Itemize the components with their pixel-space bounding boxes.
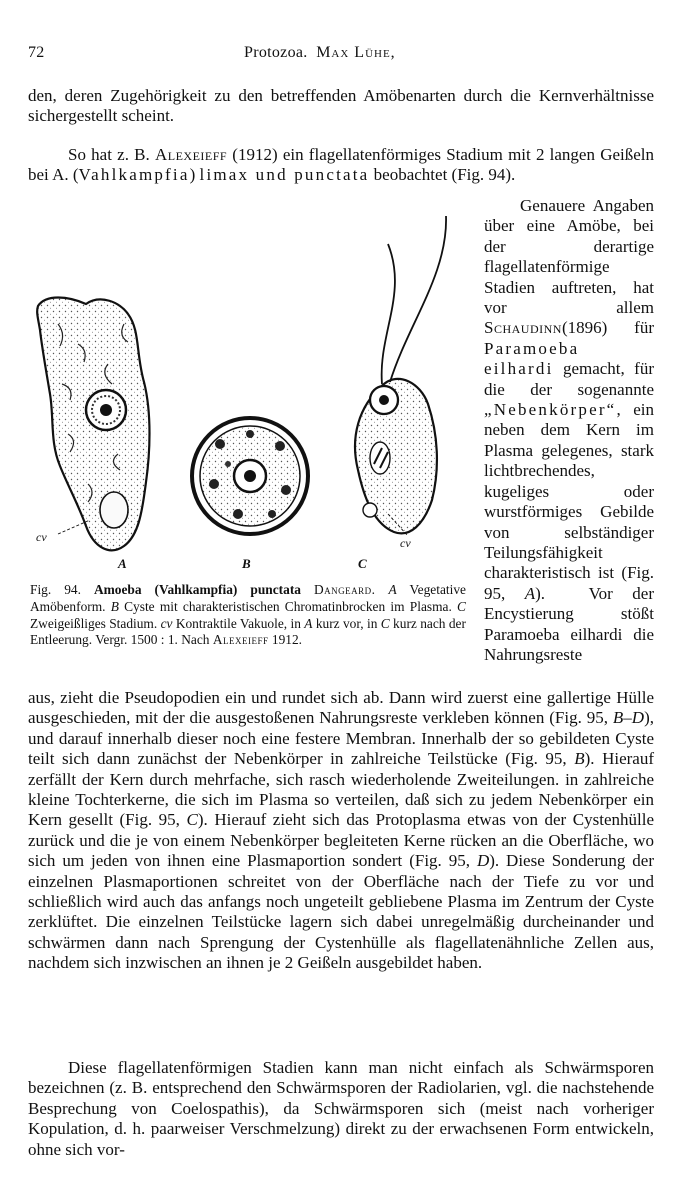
side-text-1: Genauere Angaben über eine Amöbe, bei der derartige flagellatenförmige Stadien auftreten, hat vor allem bbox=[484, 196, 654, 318]
flagellate-cell-c bbox=[355, 216, 446, 536]
p2-genus: Vahlkampfia bbox=[78, 165, 190, 185]
p3-ref-b: B bbox=[574, 749, 585, 769]
figure-label-b: B bbox=[242, 556, 251, 571]
running-title bbox=[244, 44, 396, 62]
p2-text-1: So hat z. B. bbox=[68, 145, 150, 164]
p3-text-4: ). Hierauf zieht sich das Protoplasma etwas von der Cystenhülle zurück und die je von einem Nebenkörper begleiteten Kerne rücken an die Oberfläche, wo sich um jeden von ihnen eine Plasmaportion sondert (Fig. 95, bbox=[28, 810, 655, 871]
caption-c-text: Zweigeißliges Stadium. bbox=[30, 615, 158, 631]
caption-ref-c: C bbox=[457, 598, 466, 614]
figure-caption bbox=[30, 582, 466, 649]
p3-text-3: ). Hierauf zerfällt der Kern durch mehrfache, sich rasch wiederholende Zweiteilungen. in zahlreiche kleine Tochterkerne, die sich im Plasma so verteilen, daß sich zu jedem Nebenkörper ein Kern gesellt (Fig. 95, bbox=[28, 749, 655, 830]
p3-ref-c: C bbox=[186, 810, 198, 830]
caption-source-author: Alexeieff bbox=[212, 632, 269, 648]
caption-cv-mid: kurz vor, in bbox=[315, 615, 378, 631]
caption-cv-end: kurz nach der Entleerung. Vergr. 1500 : 1. Nach bbox=[30, 615, 466, 648]
running-title-author: Max Lühe, bbox=[316, 44, 396, 61]
side-text-7: die Nahrungsreste bbox=[484, 624, 654, 664]
p2-text-3: ) bbox=[189, 165, 196, 185]
caption-cv: cv bbox=[160, 615, 173, 631]
caption-ref-b: B bbox=[110, 598, 119, 614]
paragraph-2 bbox=[28, 145, 654, 186]
side-text-5: ). bbox=[535, 583, 546, 603]
p2-species: limax und punctata bbox=[199, 165, 370, 185]
caption-title: Amoeba (Vahlkampfia) punctata bbox=[93, 582, 301, 597]
p2-text-2: (1912) ein flagellatenförmiges Stadium mit 2 langen Geißeln bei A. ( bbox=[28, 145, 655, 185]
side-species: Paramoeba eilhardi bbox=[484, 338, 580, 379]
side-ref-a: A bbox=[524, 583, 536, 603]
side-text-2: (1896) für bbox=[561, 318, 654, 338]
caption-ref-a: A bbox=[388, 582, 397, 597]
caption-cv-c: C bbox=[380, 615, 390, 631]
side-author: Schaudinn bbox=[484, 318, 562, 338]
caption-source-year: 1912. bbox=[271, 632, 303, 648]
caption-cv-a: A bbox=[304, 615, 313, 631]
paragraph-4: Diese flagellatenförmigen Stadien kann man nicht einfach als Schwärmsporen bezeichnen (z. B. entsprechend den Schwärmsporen der Radiolarien, vgl. die nachstehende Besprechung von Coelospathis), da Schwärmsporen sich (meist nach vorheriger Kopulation, d. h. paarweiser Verschmelzung) direkt zu der erwachsenen Form entwickeln, ohne sich vor- bbox=[28, 1058, 654, 1159]
figure-94 bbox=[28, 214, 468, 594]
caption-cv-text: Kontraktile Vakuole, in bbox=[175, 615, 301, 631]
caption-author: Dangeard. bbox=[313, 582, 376, 597]
running-title-prefix: Protozoa. bbox=[244, 44, 308, 61]
cyst-b bbox=[192, 418, 308, 534]
side-text-3: gemacht, für die der sogenannte bbox=[484, 359, 654, 399]
caption-a-text: Vegetative Amöbenform. bbox=[30, 582, 466, 614]
amoeba-cell-a bbox=[37, 298, 149, 551]
paragraph-1: den, deren Zugehörigkeit zu den betreffenden Amöbenarten durch die Kernverhältnisse sichergestellt scheint. bbox=[28, 86, 654, 126]
p3-text-2: ), und darauf innerhalb dieser noch eine festere Membran. Innerhalb der so gebildeten Cyste teilt sich dann zunächst der Nebenkörper in zahlreiche Teilstücke (Fig. 95, bbox=[28, 708, 655, 769]
p3-ref-d: D bbox=[476, 851, 490, 871]
side-text-6: Vor der Encystierung stößt bbox=[484, 583, 655, 624]
figure-label-c: C bbox=[358, 556, 367, 571]
p2-text-4: beobachtet (Fig. 94). bbox=[373, 165, 516, 185]
figure-label-a: A bbox=[118, 556, 127, 571]
cv-label-a: cv bbox=[36, 530, 47, 544]
page-number: 72 bbox=[28, 44, 45, 61]
cv-label-c: cv bbox=[400, 536, 411, 550]
p3-ref-b-d: B–D bbox=[612, 708, 645, 728]
p2-author: Alexeieff bbox=[154, 145, 228, 164]
side-column bbox=[484, 196, 654, 665]
side-text-4: , ein neben dem Kern im Plasma gelegenes, stark lichtbrechendes, kugeliges oder wurstförmiges Gebilde von selbständiger Teilungsfähigkeit charakteristisch ist (Fig. 95, bbox=[484, 400, 654, 603]
side-term-nebenkoerper: „Nebenkörper“ bbox=[484, 400, 617, 420]
p3-text-5: ). Diese Sonderung der einzelnen Plasmaportionen schreitet von der Oberfläche nach der Tiefe zu vor und schließlich wird auch das anfangs noch ungeteilt gebliebene Plasma im Zentrum der Cyste zerklüftet. Die einzelnen Teilstücke lagern sich dabei unregelmäßig durcheinander und schwärmen dann nach Sprengung der Cystenhülle als flagellatenähnliche Zellen aus, nachdem sich inzwischen an ihnen je 2 Geißeln ausgebildet haben. bbox=[28, 851, 654, 973]
paragraph-3 bbox=[28, 688, 654, 974]
caption-fig-number: Fig. 94. bbox=[30, 582, 81, 597]
caption-b-text: Cyste mit charakteristischen Chromatinbrocken im Plasma. bbox=[124, 598, 452, 614]
side-species-2: Paramoeba eilhardi bbox=[484, 624, 623, 644]
p3-text-1: aus, zieht die Pseudopodien ein und rundet sich ab. Dann wird zuerst eine gallertige Hülle ausgeschieden, mit der die ausgestoßenen Nahrungsreste verkleben können (Fig. 95, bbox=[28, 688, 654, 728]
